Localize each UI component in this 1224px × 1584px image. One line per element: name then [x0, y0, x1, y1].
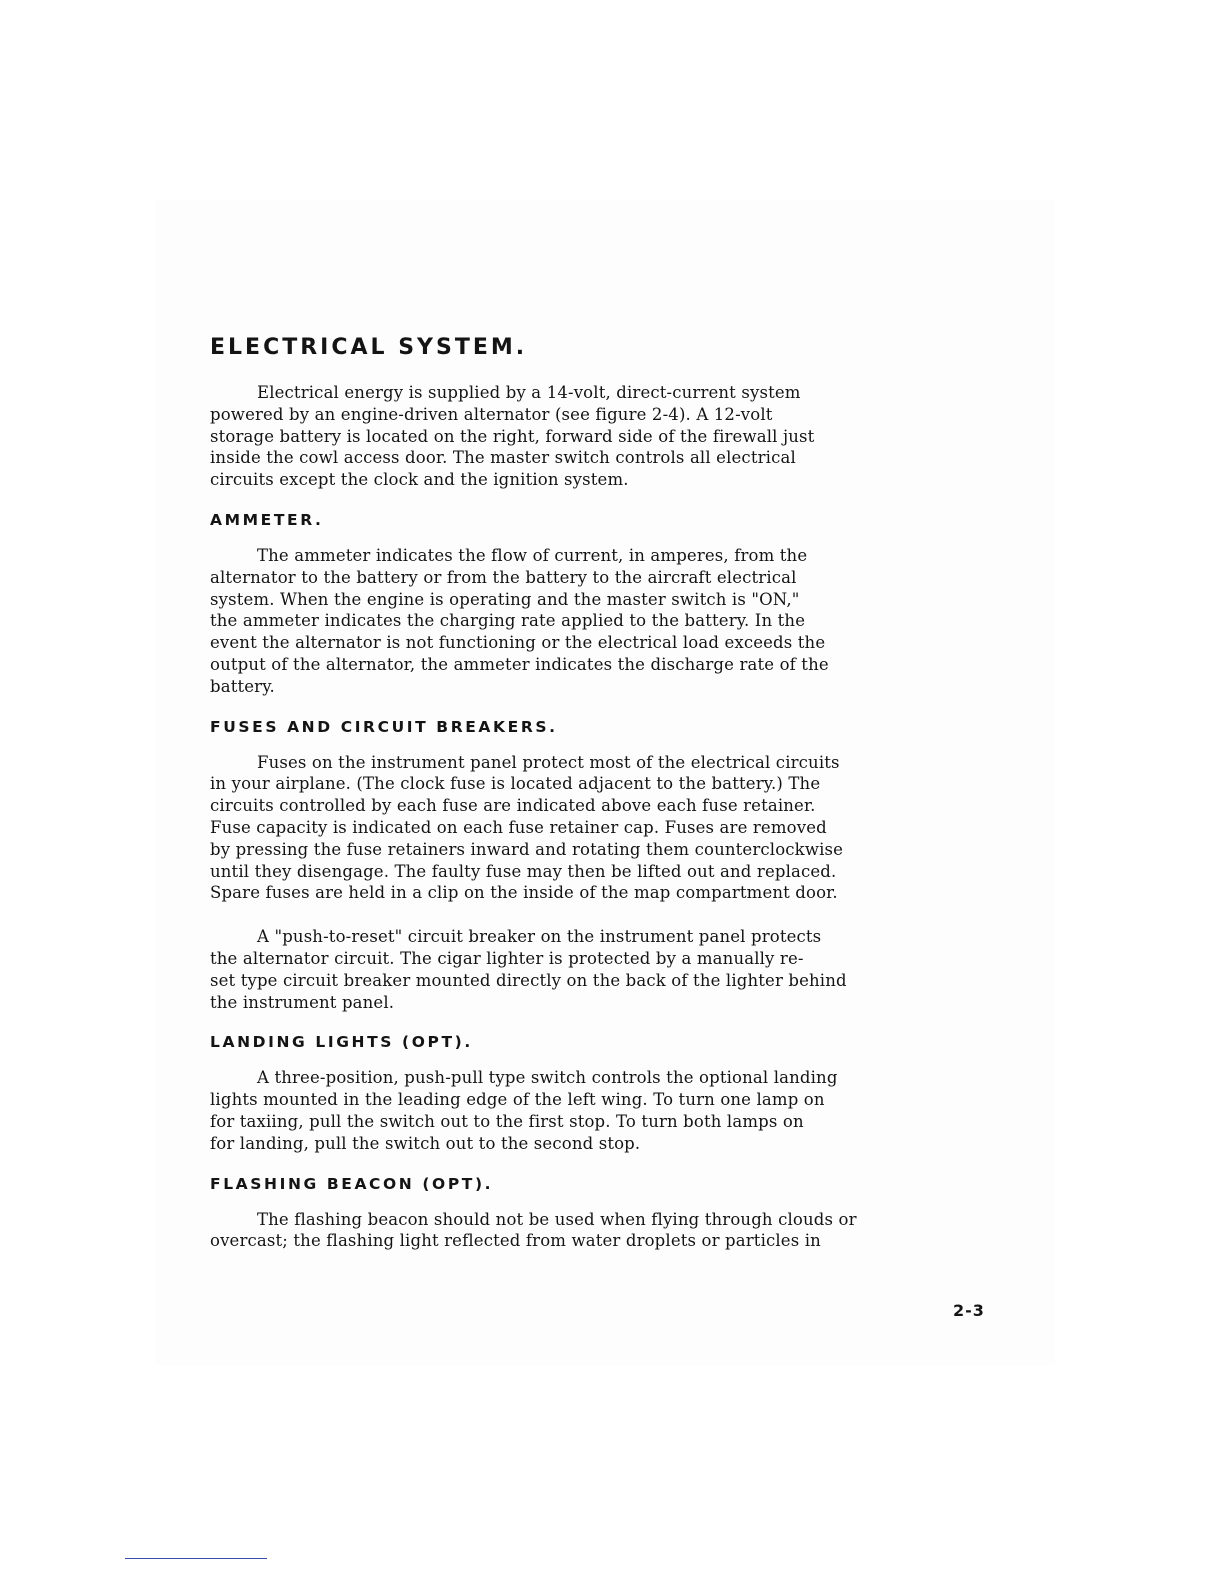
page-number: 2-3 [953, 1301, 985, 1320]
paragraph-electrical-intro: Electrical energy is supplied by a 14-volt, direct-current system powered by an engine-driven alternator (see figure 2-4). A 12-volt storage battery is located on the right, forward side of the firewall just inside the cowl access door. The master switch controls all electrical circuits except the clock and the ignition system. [210, 383, 815, 490]
heading-landing-lights: LANDING LIGHTS (OPT). [210, 1033, 473, 1052]
paragraph-fuses: Fuses on the instrument panel protect most of the electrical circuits in your airplane. (The clock fuse is located adjacent to the battery.) The circuits controlled by each fuse are indicated above each fuse retainer. Fuse capacity is indicated on each fuse retainer cap. Fuses are removed by pressing the fuse retainers inward and rotating them counterclockwise until they disengage. The faulty fuse may then be lifted out and replaced. Spare fuses are held in a clip on the inside of the map compartment door. [210, 752, 844, 903]
heading-fuses-circuit-breakers: FUSES AND CIRCUIT BREAKERS. [210, 717, 558, 736]
paragraph-flashing-beacon: The flashing beacon should not be used when flying through clouds or overcast; the flashing light reflected from water droplets or particles in [210, 1209, 857, 1251]
heading-flashing-beacon: FLASHING BEACON (OPT). [210, 1174, 494, 1193]
paragraph-circuit-breaker: A "push-to-reset" circuit breaker on the instrument panel protects the alternator circuit. The cigar lighter is protected by a manually re- set type circuit breaker mounted directly on the back of the lighter behind the instrument panel. [210, 927, 847, 1012]
paragraph-ammeter: The ammeter indicates the flow of current, in amperes, from the alternator to the battery or from the battery to the aircraft electrical system. When the engine is operating and the master switch is "ON," the ammeter indicates the charging rate applied to the battery. In the event the alternator is not functioning or the electrical load exceeds the output of the alternator, the ammeter indicates the discharge rate of the battery. [210, 545, 829, 696]
section-title-electrical-system: ELECTRICAL SYSTEM. [210, 335, 528, 360]
footer-rule [125, 1558, 267, 1559]
heading-ammeter: AMMETER. [210, 510, 324, 529]
document-body [210, 335, 990, 1252]
paragraph-landing-lights: A three-position, push-pull type switch controls the optional landing lights mounted in the leading edge of the left wing. To turn one lamp on for taxiing, pull the switch out to the first stop. To turn both lamps on for landing, pull the switch out to the second stop. [210, 1068, 838, 1153]
